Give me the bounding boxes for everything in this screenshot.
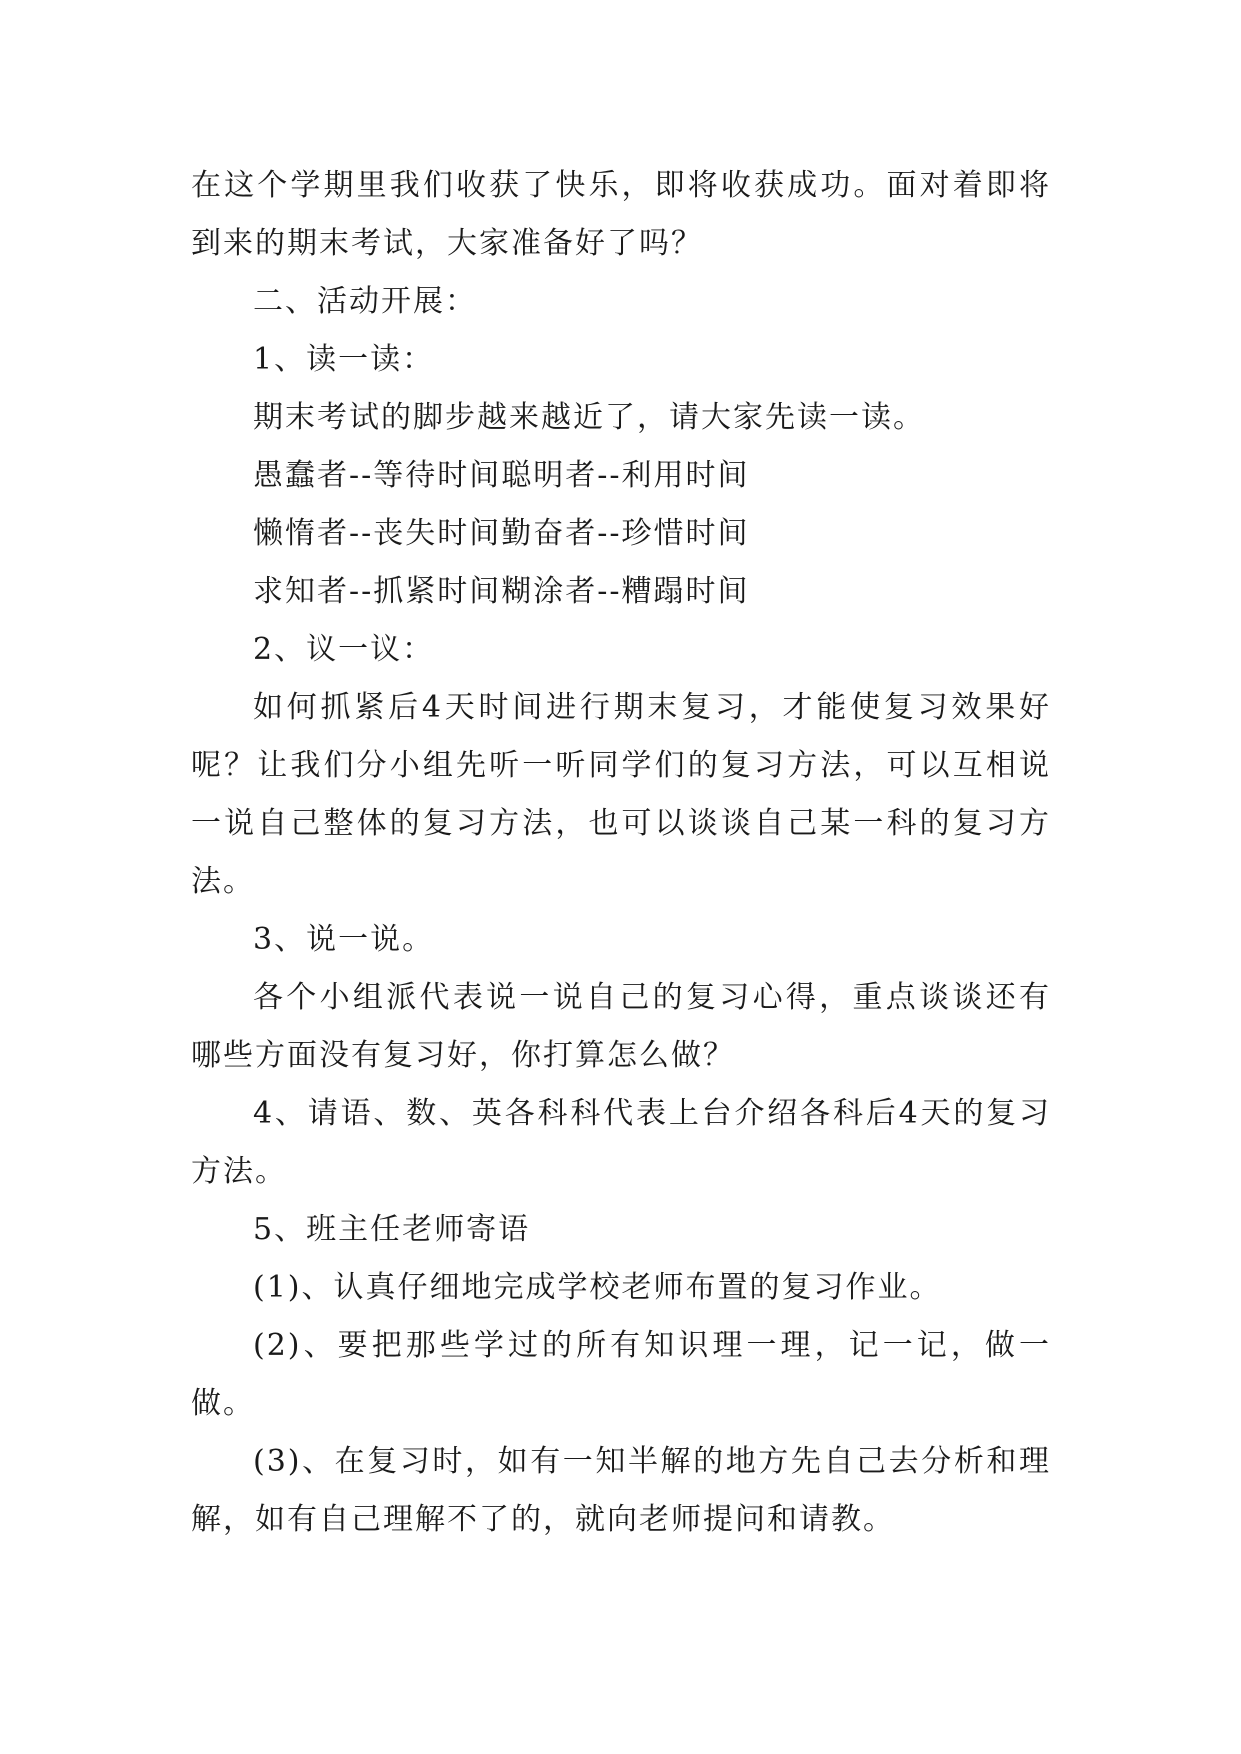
teacher-message-item-3: (3)、在复习时，如有一知半解的地方先自己去分析和理解，如有自己理解不了的，就向老师提问和请教。 xyxy=(191,1444,1051,1537)
step-heading-speak: 3、说一说。 xyxy=(253,922,435,957)
saying-line-2: 懒惰者--丧失时间勤奋者--珍惜时间 xyxy=(253,516,750,551)
step-heading-discuss: 2、议一议： xyxy=(253,632,435,667)
teacher-message-item-1: (1)、认真仔细地完成学校老师布置的复习作业。 xyxy=(253,1270,942,1305)
saying-line-1: 愚蠢者--等待时间聪明者--利用时间 xyxy=(253,458,750,493)
section-heading-activities: 二、活动开展： xyxy=(253,284,477,319)
paragraph-subject-reps: 4、请语、数、英各科科代表上台介绍各科后4天的复习方法。 xyxy=(191,1096,1051,1189)
step-heading-read: 1、读一读： xyxy=(253,342,435,377)
step-heading-teacher-message: 5、班主任老师寄语 xyxy=(253,1212,531,1247)
paragraph-intro: 在这个学期里我们收获了快乐，即将收获成功。面对着即将到来的期末考试，大家准备好了吗？ xyxy=(191,168,1051,261)
saying-line-3: 求知者--抓紧时间糊涂者--糟蹋时间 xyxy=(253,574,750,609)
paragraph-speak: 各个小组派代表说一说自己的复习心得，重点谈谈还有哪些方面没有复习好，你打算怎么做？ xyxy=(191,980,1051,1073)
teacher-message-item-2: (2)、要把那些学过的所有知识理一理，记一记，做一做。 xyxy=(191,1328,1051,1421)
paragraph-read-prompt: 期末考试的脚步越来越近了，请大家先读一读。 xyxy=(253,400,925,435)
document-body xyxy=(191,157,1051,1549)
paragraph-discuss: 如何抓紧后4天时间进行期末复习，才能使复习效果好呢？让我们分小组先听一听同学们的复习方法，可以互相说一说自己整体的复习方法，也可以谈谈自己某一科的复习方法。 xyxy=(191,690,1051,899)
